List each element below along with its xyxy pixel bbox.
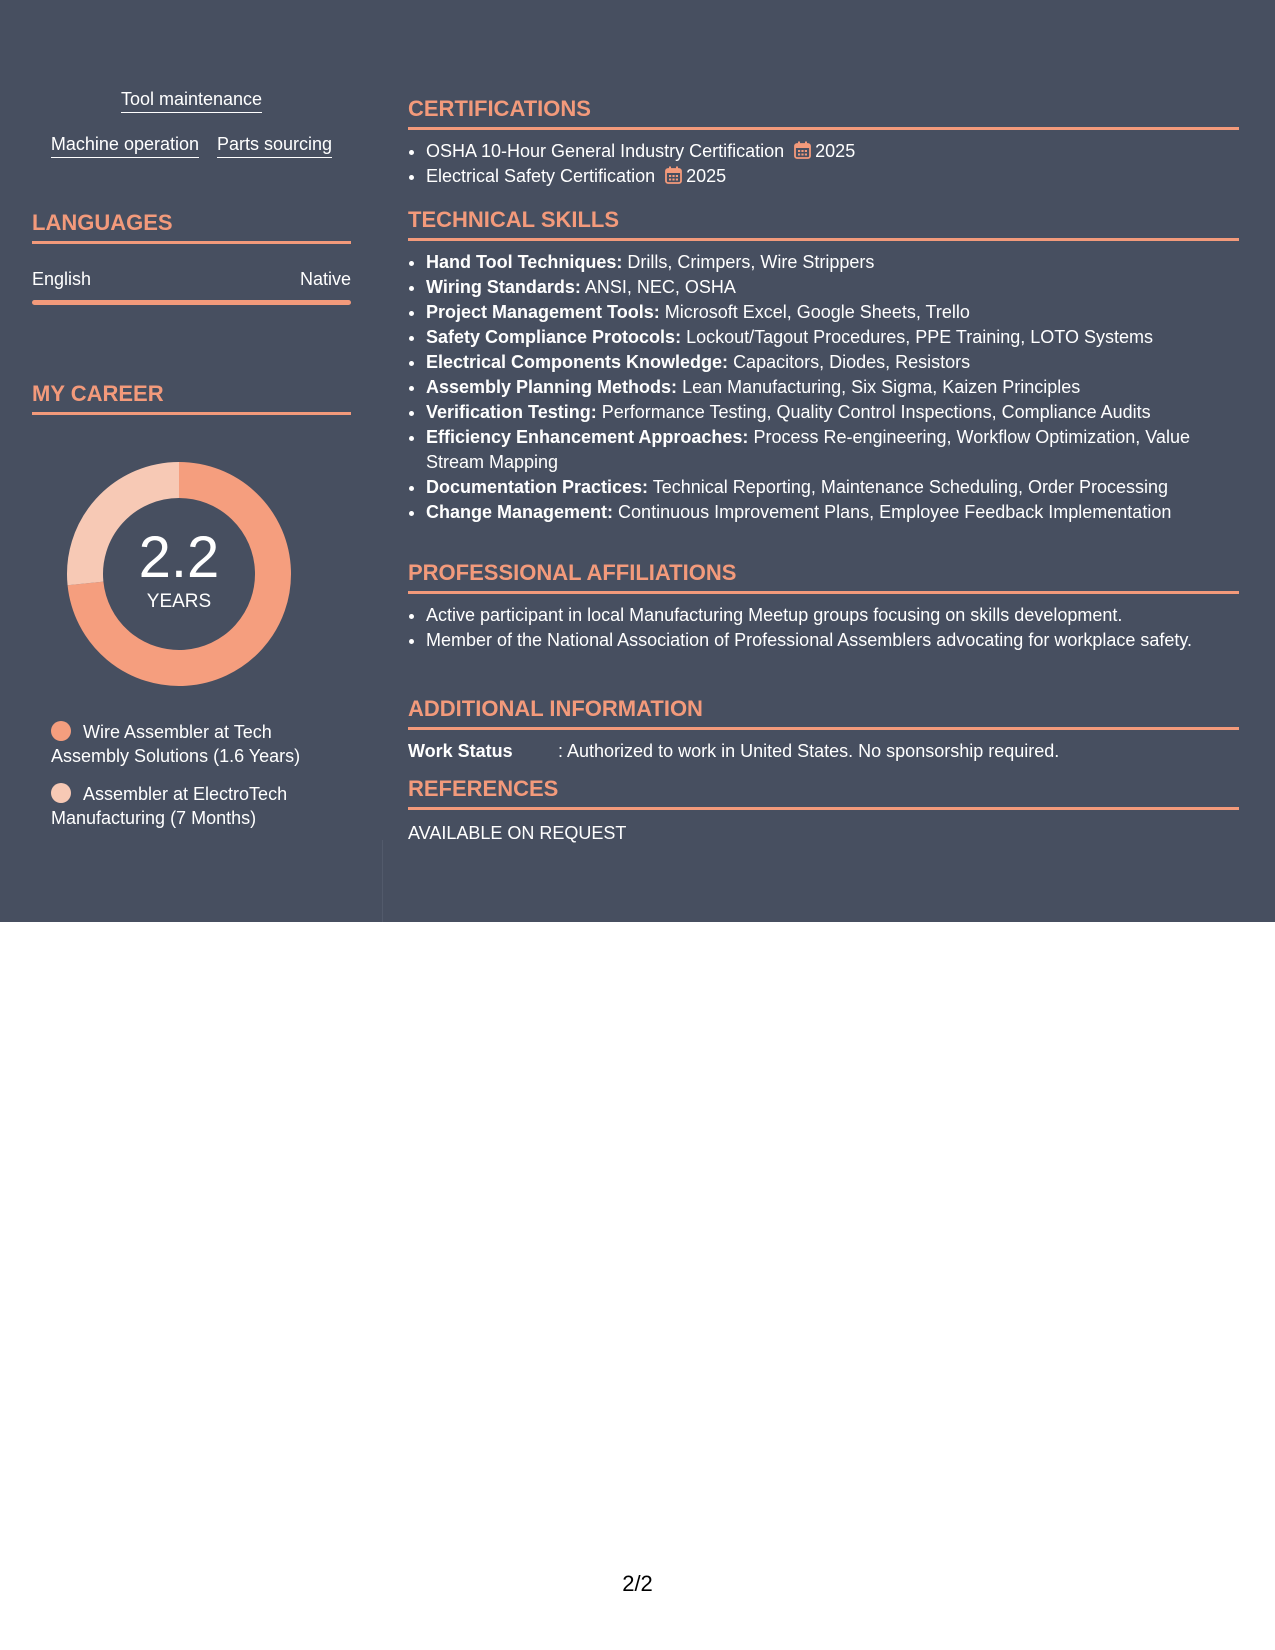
skill-label: Verification Testing:: [426, 402, 597, 422]
certification-item: [426, 139, 1239, 164]
skill-value: Microsoft Excel, Google Sheets, Trello: [664, 302, 970, 322]
career-section: [32, 381, 351, 415]
skill-label: Assembly Planning Methods:: [426, 377, 678, 397]
career-legend-item: [51, 782, 351, 830]
language-proficiency-bar: [32, 300, 351, 305]
skill-label: Change Management:: [426, 502, 614, 522]
certification-name: Electrical Safety Certification: [426, 166, 656, 186]
skill-tags-row-1: [32, 87, 351, 113]
skill-value: Process Re-engineering, Workflow Optimization, Value Stream Mapping: [426, 427, 1190, 472]
certifications-section: [408, 96, 1239, 189]
skill-item: [426, 275, 1239, 300]
career-total: [66, 461, 292, 687]
career-total-value: 2.2: [138, 525, 220, 590]
skill-label: Project Management Tools:: [426, 302, 660, 322]
skill-value: ANSI, NEC, OSHA: [584, 277, 736, 297]
career-heading: MY CAREER: [32, 381, 351, 415]
affiliation-item: • Active participant in local Manufacturing Meetup groups focusing on skills development.: [426, 603, 1239, 628]
skill-item: [426, 250, 1239, 275]
language-name: English: [32, 269, 92, 289]
skill-tags-row-2: [32, 132, 351, 158]
career-job-label: Assembler at ElectroTech Manufacturing (7 Months): [51, 784, 288, 828]
references-section: [408, 776, 1239, 845]
skill-label: Efficiency Enhancement Approaches:: [426, 427, 749, 447]
certification-item: [426, 164, 1239, 189]
certifications-heading: CERTIFICATIONS: [408, 96, 1239, 130]
skill-item: [426, 375, 1239, 400]
affiliations-section: [408, 560, 1239, 653]
career-legend: [51, 720, 351, 844]
additional-info-section: [408, 696, 1239, 763]
page-number: 2/2: [622, 1571, 653, 1596]
career-donut-chart: [66, 461, 292, 687]
languages-section: [32, 210, 351, 305]
technical-skills-section: [408, 207, 1239, 525]
column-divider: [382, 840, 383, 922]
skill-item: [426, 350, 1239, 375]
work-status-value: : Authorized to work in United States. No sponsorship required.: [558, 741, 1060, 761]
skill-value: Continuous Improvement Plans, Employee Feedback Implementation: [618, 502, 1172, 522]
skill-item: [426, 425, 1239, 475]
skill-value: Technical Reporting, Maintenance Scheduling, Order Processing: [652, 477, 1169, 497]
skill-item: [426, 475, 1239, 500]
technical-skills-heading: TECHNICAL SKILLS: [408, 207, 1239, 241]
skill-value: Capacitors, Diodes, Resistors: [733, 352, 971, 372]
calendar-icon: [665, 166, 682, 184]
technical-skills-list: [408, 250, 1239, 525]
career-job-label: Wire Assembler at Tech Assembly Solutions (1.6 Years): [51, 722, 301, 766]
affiliations-heading: PROFESSIONAL AFFILIATIONS: [408, 560, 1239, 594]
skill-label: Hand Tool Techniques:: [426, 252, 623, 272]
work-status-row: [408, 739, 1239, 763]
skill-tag: Machine operation: [51, 132, 199, 158]
skill-item: [426, 500, 1239, 525]
skill-value: Drills, Crimpers, Wire Strippers: [627, 252, 875, 272]
skill-tag: Parts sourcing: [217, 132, 332, 158]
work-status-label: Work Status: [408, 741, 513, 761]
skill-tag: Tool maintenance: [121, 87, 262, 113]
skill-item: [426, 300, 1239, 325]
skill-label: Wiring Standards:: [426, 277, 581, 297]
languages-heading: LANGUAGES: [32, 210, 351, 244]
skill-label: Documentation Practices:: [426, 477, 649, 497]
calendar-icon: [794, 141, 811, 159]
affiliations-list: [408, 603, 1239, 653]
certification-year: 2025: [815, 141, 856, 161]
affiliation-item: • Member of the National Association of Professional Assemblers advocating for workplace safety.: [426, 628, 1239, 653]
additional-info-heading: ADDITIONAL INFORMATION: [408, 696, 1239, 730]
skill-label: Electrical Components Knowledge:: [426, 352, 729, 372]
career-total-unit: YEARS: [146, 591, 212, 612]
skill-value: Performance Testing, Quality Control Inspections, Compliance Audits: [601, 402, 1151, 422]
certification-year: 2025: [686, 166, 727, 186]
skill-item: [426, 400, 1239, 425]
certifications-list: [408, 139, 1239, 189]
skill-item: [426, 325, 1239, 350]
legend-dot-icon: [51, 783, 71, 803]
career-legend-item: [51, 720, 351, 768]
references-heading: REFERENCES: [408, 776, 1239, 810]
language-item: [32, 267, 351, 305]
certification-name: OSHA 10-Hour General Industry Certification: [426, 141, 785, 161]
legend-dot-icon: [51, 721, 71, 741]
skill-label: Safety Compliance Protocols:: [426, 327, 682, 347]
skill-value: Lockout/Tagout Procedures, PPE Training, LOTO Systems: [686, 327, 1153, 347]
skill-value: Lean Manufacturing, Six Sigma, Kaizen Principles: [682, 377, 1081, 397]
references-text: AVAILABLE ON REQUEST: [408, 823, 627, 843]
language-level: Native: [299, 269, 351, 289]
